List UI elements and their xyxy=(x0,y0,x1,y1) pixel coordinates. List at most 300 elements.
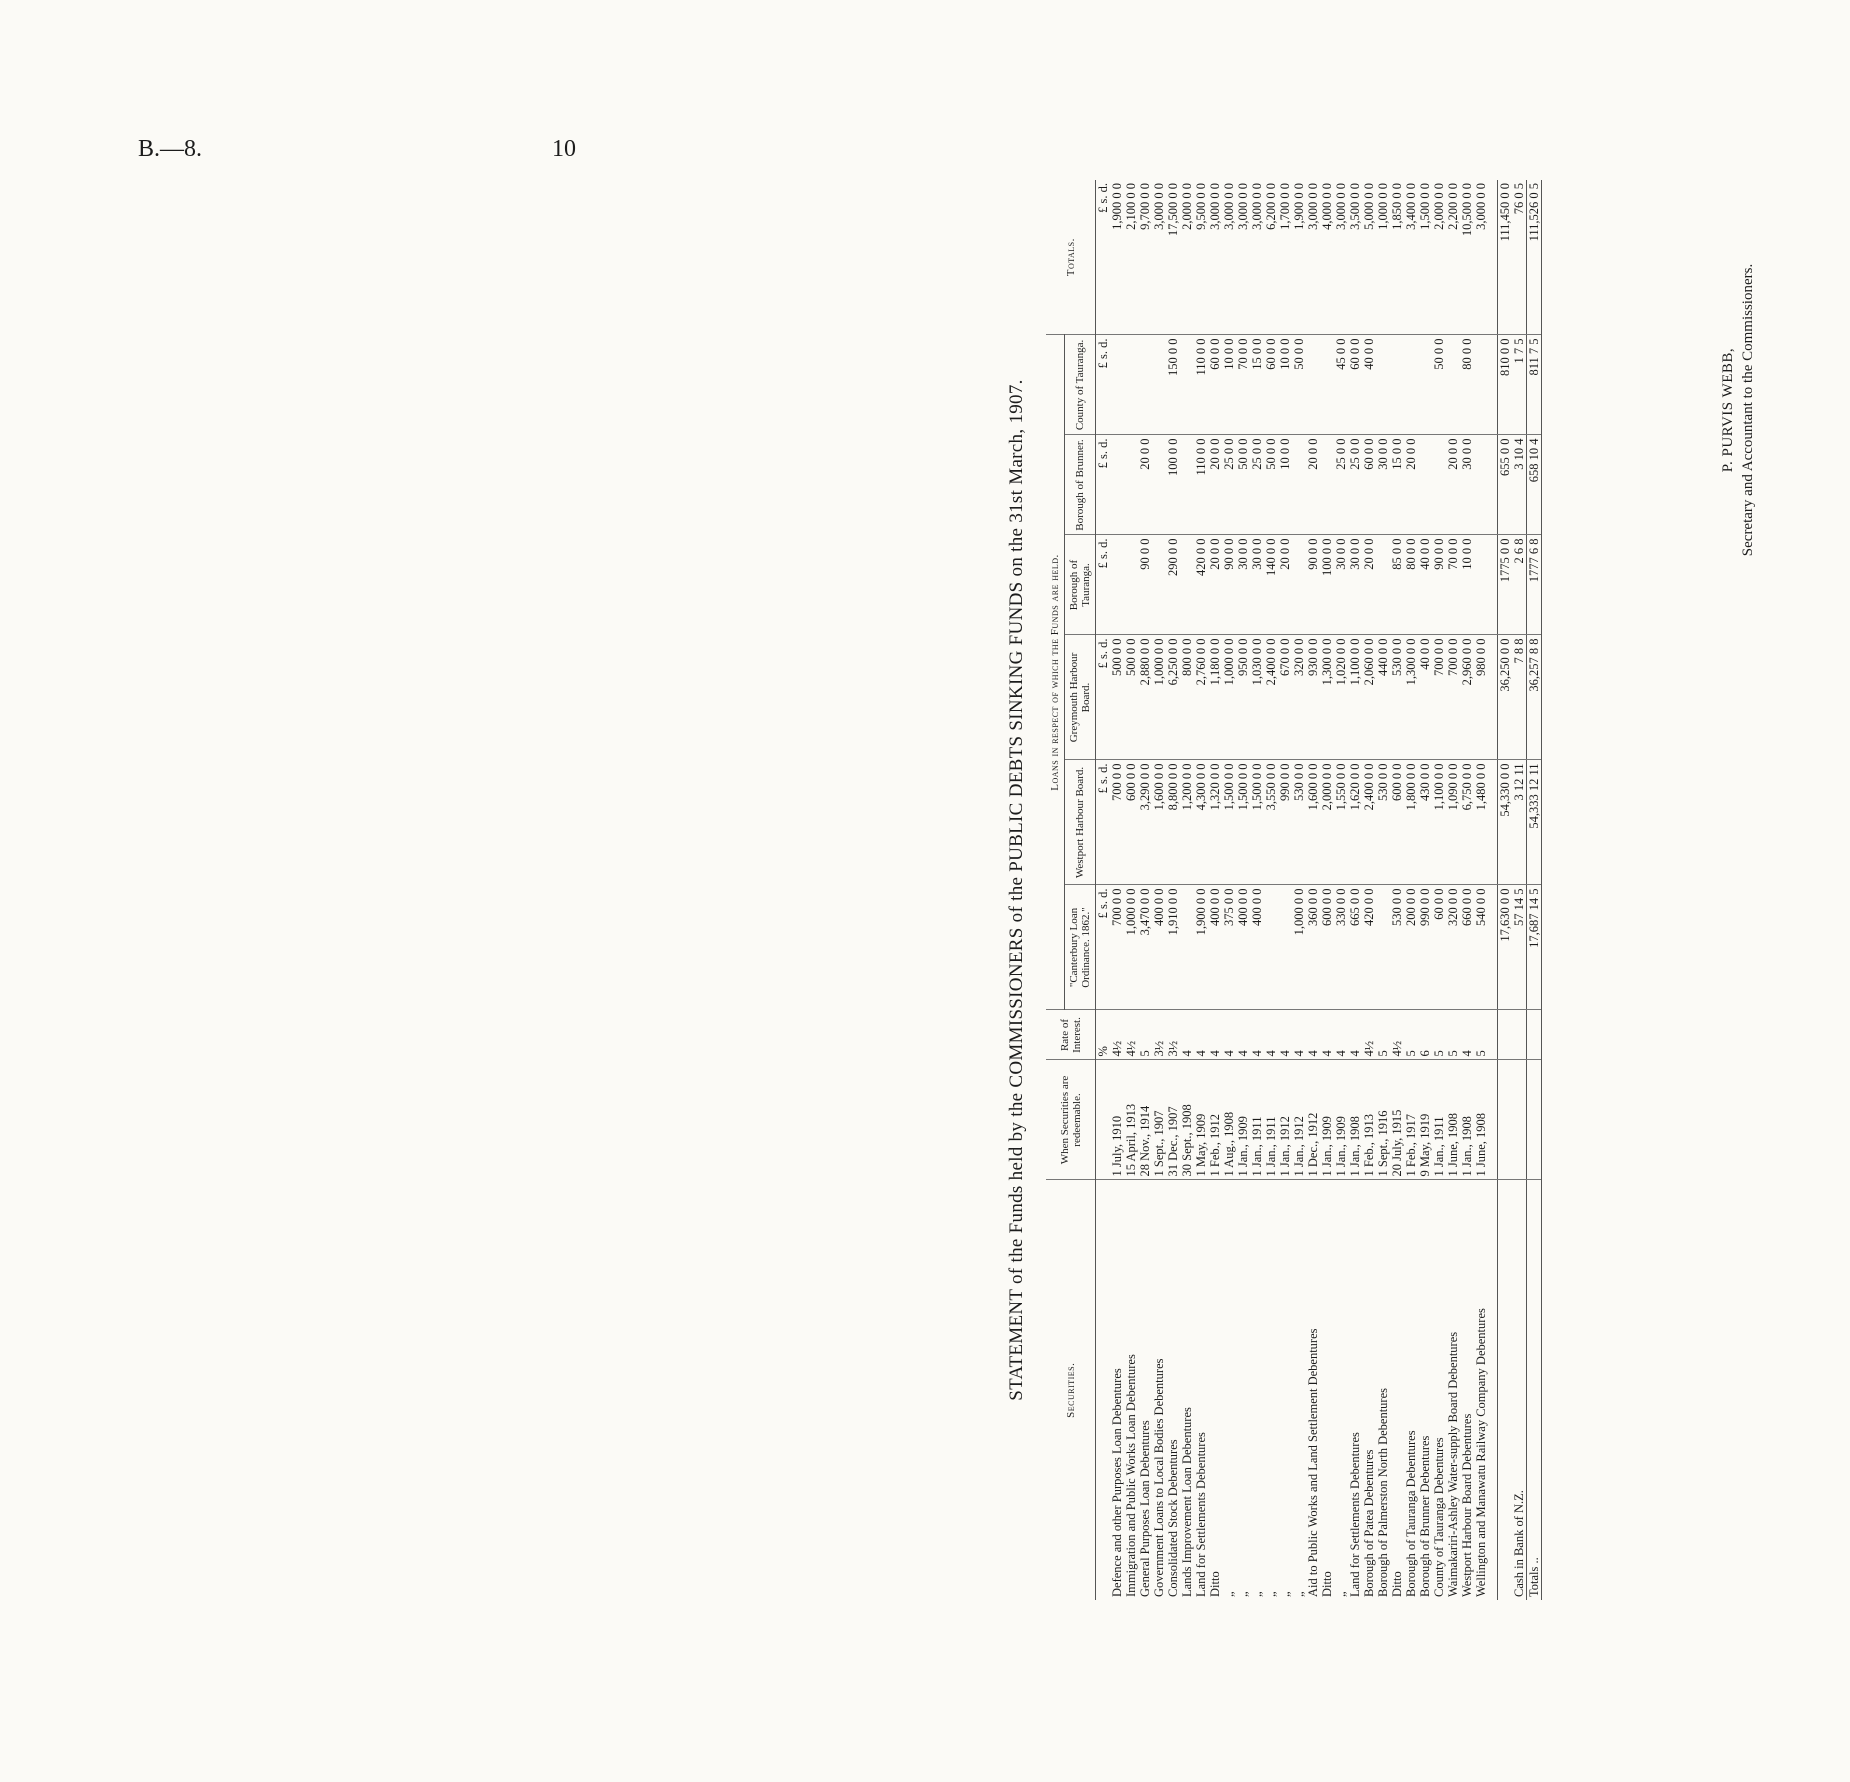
amount-cell: 3,000 0 0 xyxy=(1474,180,1488,335)
amount-cell: 80 0 0 xyxy=(1404,535,1418,635)
summary-amount: 36,257 8 8 xyxy=(1527,635,1542,760)
amount-cell: 1,910 0 0 xyxy=(1166,885,1180,1010)
redeemable-date: 1 Jan., 1909 xyxy=(1334,1060,1348,1180)
amount-cell: 50 0 0 xyxy=(1432,335,1446,435)
amount-cell: 3,550 0 0 xyxy=(1264,760,1278,885)
security-name: Westport Harbour Board Debentures xyxy=(1460,1413,1474,1597)
amount-cell: 90 0 0 xyxy=(1222,535,1236,635)
empty-cell xyxy=(1498,1010,1513,1060)
amount-cell: 10,500 0 0 xyxy=(1460,180,1474,335)
amount-cell: 420 0 0 xyxy=(1362,885,1376,1010)
amount-cell xyxy=(1180,535,1194,635)
interest-rate: 4 xyxy=(1264,1010,1278,1060)
redeemable-date: 28 Nov., 1914 xyxy=(1138,1060,1152,1180)
table-row xyxy=(1250,180,1264,1600)
summary-amount: 57 14 5 xyxy=(1512,885,1527,1010)
unit-label: £ s. d. xyxy=(1096,635,1111,760)
amount-cell: 25 0 0 xyxy=(1250,435,1264,535)
redeemable-date: 1 June, 1908 xyxy=(1474,1060,1488,1180)
interest-rate: 5 xyxy=(1138,1010,1152,1060)
security-name: Lands Improvement Loan Debentures xyxy=(1180,1407,1194,1597)
amount-cell: 25 0 0 xyxy=(1348,435,1362,535)
amount-cell: 1,100 0 0 xyxy=(1348,635,1362,760)
amount-cell: 600 0 0 xyxy=(1124,760,1138,885)
amount-cell: 290 0 0 xyxy=(1166,535,1180,635)
interest-rate: 4 xyxy=(1250,1010,1264,1060)
amount-cell: 30 0 0 xyxy=(1334,535,1348,635)
summary-amount: 1 7 5 xyxy=(1512,335,1527,435)
security-name: Defence and other Purposes Loan Debentures xyxy=(1110,1368,1124,1597)
redeemable-date: 31 Dec., 1907 xyxy=(1166,1060,1180,1180)
amount-cell: 400 0 0 xyxy=(1250,885,1264,1010)
amount-cell: 90 0 0 xyxy=(1306,535,1320,635)
amount-cell: 6,250 0 0 xyxy=(1166,635,1180,760)
amount-cell: 20 0 0 xyxy=(1362,535,1376,635)
amount-cell: 4,300 0 0 xyxy=(1194,760,1208,885)
table-row xyxy=(1404,180,1418,1600)
amount-cell xyxy=(1390,335,1404,435)
table-row xyxy=(1124,180,1138,1600)
amount-cell: 700 0 0 xyxy=(1110,885,1124,1010)
amount-cell: 1,100 0 0 xyxy=(1432,760,1446,885)
amount-cell xyxy=(1376,885,1390,1010)
summary-amount: 3 12 11 xyxy=(1512,760,1527,885)
amount-cell xyxy=(1404,335,1418,435)
amount-cell xyxy=(1432,435,1446,535)
unit-label: £ s. d. xyxy=(1096,760,1111,885)
amount-cell xyxy=(1418,435,1432,535)
redeemable-date: 1 Jan., 1908 xyxy=(1460,1060,1474,1180)
amount-cell: 20 0 0 xyxy=(1278,535,1292,635)
amount-cell xyxy=(1474,435,1488,535)
amount-cell xyxy=(1124,435,1138,535)
amount-cell xyxy=(1278,885,1292,1010)
security-name: Wellington and Manawatu Railway Company Debentures xyxy=(1474,1308,1488,1597)
redeemable-date: 1 Feb., 1917 xyxy=(1404,1060,1418,1180)
redeemable-date: 1 Sept., 1916 xyxy=(1376,1060,1390,1180)
amount-cell: 200 0 0 xyxy=(1404,885,1418,1010)
amount-cell: 3,000 0 0 xyxy=(1306,180,1320,335)
amount-cell: 420 0 0 xyxy=(1194,535,1208,635)
redeemable-date: 1 Jan., 1911 xyxy=(1264,1060,1278,1180)
col-totals: Totals. xyxy=(1046,180,1096,335)
table-row xyxy=(1390,180,1404,1600)
summary-amount: 811 7 5 xyxy=(1527,335,1542,435)
amount-cell: 40 0 0 xyxy=(1418,535,1432,635)
table-body xyxy=(1096,180,1542,1600)
redeemable-date: 1 June, 1908 xyxy=(1446,1060,1460,1180)
security-name: Ditto xyxy=(1320,1571,1334,1597)
amount-cell: 6,200 0 0 xyxy=(1264,180,1278,335)
amount-cell: 700 0 0 xyxy=(1432,635,1446,760)
table-row xyxy=(1208,180,1222,1600)
interest-rate: 6 xyxy=(1418,1010,1432,1060)
amount-cell xyxy=(1152,535,1166,635)
amount-cell: 665 0 0 xyxy=(1348,885,1362,1010)
amount-cell: 1,030 0 0 xyxy=(1250,635,1264,760)
amount-cell: 1,200 0 0 xyxy=(1180,760,1194,885)
amount-cell: 40 0 0 xyxy=(1362,335,1376,435)
interest-rate: 4 xyxy=(1208,1010,1222,1060)
redeemable-date: 1 Aug., 1908 xyxy=(1222,1060,1236,1180)
amount-cell xyxy=(1474,335,1488,435)
interest-rate: 4½ xyxy=(1124,1010,1138,1060)
amount-cell: 1,500 0 0 xyxy=(1236,760,1250,885)
amount-cell: 100 0 0 xyxy=(1320,535,1334,635)
security-name: Government Loans to Local Bodies Debentures xyxy=(1152,1358,1166,1597)
amount-cell: 1,900 0 0 xyxy=(1110,180,1124,335)
amount-cell: 3,000 0 0 xyxy=(1250,180,1264,335)
amount-cell: 430 0 0 xyxy=(1418,760,1432,885)
amount-cell: 3,000 0 0 xyxy=(1236,180,1250,335)
table-row xyxy=(1376,180,1390,1600)
amount-cell: 2,000 0 0 xyxy=(1320,760,1334,885)
col-loans-group: Loans in respect of which the Funds are held. xyxy=(1046,335,1065,1010)
amount-cell: 25 0 0 xyxy=(1222,435,1236,535)
security-name: Ditto xyxy=(1390,1571,1404,1597)
amount-cell: 1,800 0 0 xyxy=(1404,760,1418,885)
amount-cell: 2,000 0 0 xyxy=(1180,180,1194,335)
amount-cell: 1,600 0 0 xyxy=(1152,760,1166,885)
col-greymouth: Greymouth Harbour Board. xyxy=(1065,635,1096,760)
amount-cell xyxy=(1306,335,1320,435)
table-row xyxy=(1474,180,1488,1600)
security-name: Immigration and Public Works Loan Debentures xyxy=(1124,1354,1138,1597)
amount-cell: 60 0 0 xyxy=(1348,335,1362,435)
interest-rate: 4 xyxy=(1236,1010,1250,1060)
col-borough-tauranga: Borough of Tauranga. xyxy=(1065,535,1096,635)
amount-cell: 40 0 0 xyxy=(1418,635,1432,760)
interest-rate: 5 xyxy=(1376,1010,1390,1060)
amount-cell: 50 0 0 xyxy=(1292,335,1306,435)
interest-rate: 5 xyxy=(1474,1010,1488,1060)
amount-cell xyxy=(1180,885,1194,1010)
redeemable-date: 1 May, 1909 xyxy=(1194,1060,1208,1180)
redeemable-date: 1 Jan., 1911 xyxy=(1250,1060,1264,1180)
security-name: General Purposes Loan Debentures xyxy=(1138,1420,1152,1597)
amount-cell xyxy=(1264,885,1278,1010)
amount-cell xyxy=(1152,335,1166,435)
interest-rate: 4 xyxy=(1292,1010,1306,1060)
amount-cell xyxy=(1152,435,1166,535)
security-name: „ xyxy=(1334,1591,1348,1597)
amount-cell: 70 0 0 xyxy=(1446,535,1460,635)
cash-row xyxy=(1512,180,1527,1600)
amount-cell: 60 0 0 xyxy=(1264,335,1278,435)
amount-cell xyxy=(1320,335,1334,435)
redeemable-date: 1 Jan., 1912 xyxy=(1278,1060,1292,1180)
unit-label: £ s. d. xyxy=(1096,180,1111,335)
redeemable-date: 9 May, 1919 xyxy=(1418,1060,1432,1180)
col-when: When Securities are redeemable. xyxy=(1046,1060,1096,1180)
table-row xyxy=(1264,180,1278,1600)
amount-cell: 3,500 0 0 xyxy=(1348,180,1362,335)
summary-amount: 17,687 14 5 xyxy=(1527,885,1542,1010)
amount-cell: 400 0 0 xyxy=(1152,885,1166,1010)
amount-cell: 700 0 0 xyxy=(1110,760,1124,885)
summary-amount: 111,526 0 5 xyxy=(1527,180,1542,335)
amount-cell: 1,000 0 0 xyxy=(1292,885,1306,1010)
amount-cell: 360 0 0 xyxy=(1306,885,1320,1010)
col-canterbury: "Canterbury Loan Ordinance. 1862." xyxy=(1065,885,1096,1010)
table-row xyxy=(1222,180,1236,1600)
security-name: Land for Settlements Debentures xyxy=(1348,1432,1362,1597)
security-name: „ xyxy=(1222,1591,1236,1597)
amount-cell: 20 0 0 xyxy=(1208,535,1222,635)
empty-cell xyxy=(1527,1060,1542,1180)
amount-cell: 1,000 0 0 xyxy=(1152,635,1166,760)
interest-rate: 4 xyxy=(1180,1010,1194,1060)
amount-cell: 5,000 0 0 xyxy=(1362,180,1376,335)
col-rate: Rate of Interest. xyxy=(1046,1010,1096,1060)
summary-amount: 7 8 8 xyxy=(1512,635,1527,760)
amount-cell: 30 0 0 xyxy=(1250,535,1264,635)
amount-cell xyxy=(1138,335,1152,435)
amount-cell: 3,290 0 0 xyxy=(1138,760,1152,885)
amount-cell: 530 0 0 xyxy=(1376,760,1390,885)
table-row xyxy=(1306,180,1320,1600)
summary-amount: 17,630 0 0 xyxy=(1498,885,1513,1010)
amount-cell: 530 0 0 xyxy=(1390,885,1404,1010)
security-name: „ xyxy=(1264,1591,1278,1597)
amount-cell: 60 0 0 xyxy=(1208,335,1222,435)
amount-cell: 980 0 0 xyxy=(1474,635,1488,760)
amount-cell xyxy=(1474,535,1488,635)
table-row xyxy=(1432,180,1446,1600)
redeemable-date: 1 Feb., 1912 xyxy=(1208,1060,1222,1180)
redeemable-date: 1 Jan., 1909 xyxy=(1236,1060,1250,1180)
amount-cell: 20 0 0 xyxy=(1208,435,1222,535)
table-row xyxy=(1446,180,1460,1600)
col-securities: Securities. xyxy=(1046,1180,1096,1600)
amount-cell: 1,000 0 0 xyxy=(1376,180,1390,335)
amount-cell: 400 0 0 xyxy=(1208,885,1222,1010)
amount-cell: 500 0 0 xyxy=(1110,635,1124,760)
amount-cell: 15 0 0 xyxy=(1250,335,1264,435)
security-name: „ xyxy=(1250,1591,1264,1597)
signer-role: Secretary and Accountant to the Commissioners. xyxy=(1740,263,1756,557)
summary-amount: 2 6 8 xyxy=(1512,535,1527,635)
empty-cell xyxy=(1512,1060,1527,1180)
amount-cell: 2,100 0 0 xyxy=(1124,180,1138,335)
summary-amount: 36,250 0 0 xyxy=(1498,635,1513,760)
amount-cell: 3,400 0 0 xyxy=(1404,180,1418,335)
amount-cell: 540 0 0 xyxy=(1474,885,1488,1010)
amount-cell xyxy=(1180,435,1194,535)
amount-cell: 530 0 0 xyxy=(1390,635,1404,760)
amount-cell: 930 0 0 xyxy=(1306,635,1320,760)
amount-cell: 1,500 0 0 xyxy=(1250,760,1264,885)
amount-cell: 150 0 0 xyxy=(1166,335,1180,435)
amount-cell xyxy=(1446,335,1460,435)
amount-cell: 3,470 0 0 xyxy=(1138,885,1152,1010)
amount-cell: 2,000 0 0 xyxy=(1432,180,1446,335)
amount-cell: 1,090 0 0 xyxy=(1446,760,1460,885)
empty-cell xyxy=(1498,1060,1513,1180)
redeemable-date: 1 Feb., 1913 xyxy=(1362,1060,1376,1180)
summary-amount: 1777 6 8 xyxy=(1527,535,1542,635)
col-westport: Westport Harbour Board. xyxy=(1065,760,1096,885)
spacer-row xyxy=(1488,180,1498,1600)
summary-amount: 54,330 0 0 xyxy=(1498,760,1513,885)
interest-rate: 5 xyxy=(1446,1010,1460,1060)
security-name: Aid to Public Works and Land Settlement Debentures xyxy=(1306,1328,1320,1597)
amount-cell: 3,000 0 0 xyxy=(1152,180,1166,335)
security-name: Borough of Palmerston North Debentures xyxy=(1376,1388,1390,1597)
amount-cell: 2,200 0 0 xyxy=(1446,180,1460,335)
amount-cell: 90 0 0 xyxy=(1432,535,1446,635)
summary-amount: 1775 0 0 xyxy=(1498,535,1513,635)
amount-cell: 30 0 0 xyxy=(1376,435,1390,535)
col-county-tauranga: County of Tauranga. xyxy=(1065,335,1096,435)
funds-table xyxy=(1046,180,1542,1600)
amount-cell: 17,500 0 0 xyxy=(1166,180,1180,335)
amount-cell: 1,000 0 0 xyxy=(1124,885,1138,1010)
amount-cell: 9,700 0 0 xyxy=(1138,180,1152,335)
amount-cell: 3,000 0 0 xyxy=(1334,180,1348,335)
unit-label: £ s. d. xyxy=(1096,435,1111,535)
amount-cell: 10 0 0 xyxy=(1278,435,1292,535)
table-row xyxy=(1292,180,1306,1600)
amount-cell: 30 0 0 xyxy=(1348,535,1362,635)
interest-rate: 5 xyxy=(1404,1010,1418,1060)
security-name: Ditto xyxy=(1208,1571,1222,1597)
amount-cell xyxy=(1320,435,1334,535)
subtotal-row xyxy=(1498,180,1513,1600)
amount-cell: 1,700 0 0 xyxy=(1278,180,1292,335)
amount-cell: 2,880 0 0 xyxy=(1138,635,1152,760)
table-row xyxy=(1180,180,1194,1600)
amount-cell: 660 0 0 xyxy=(1460,885,1474,1010)
interest-rate: 4 xyxy=(1278,1010,1292,1060)
redeemable-date: 1 Jan., 1912 xyxy=(1292,1060,1306,1180)
interest-rate: 4 xyxy=(1460,1010,1474,1060)
security-name: „ xyxy=(1236,1591,1250,1597)
amount-cell xyxy=(1110,535,1124,635)
interest-rate: 4 xyxy=(1306,1010,1320,1060)
amount-cell: 45 0 0 xyxy=(1334,335,1348,435)
security-name: Waimakariri-Ashley Water-supply Board Debentures xyxy=(1446,1331,1460,1597)
table-row xyxy=(1418,180,1432,1600)
table-row xyxy=(1334,180,1348,1600)
amount-cell: 990 0 0 xyxy=(1278,760,1292,885)
amount-cell: 8,800 0 0 xyxy=(1166,760,1180,885)
amount-cell: 20 0 0 xyxy=(1306,435,1320,535)
amount-cell: 600 0 0 xyxy=(1390,760,1404,885)
amount-cell: 1,020 0 0 xyxy=(1334,635,1348,760)
empty-cell xyxy=(1527,1010,1542,1060)
amount-cell: 90 0 0 xyxy=(1138,535,1152,635)
amount-cell: 50 0 0 xyxy=(1236,435,1250,535)
amount-cell: 1,320 0 0 xyxy=(1208,760,1222,885)
amount-cell xyxy=(1292,535,1306,635)
amount-cell: 2,060 0 0 xyxy=(1362,635,1376,760)
redeemable-date: 1 Jan., 1911 xyxy=(1432,1060,1446,1180)
amount-cell: 530 0 0 xyxy=(1292,760,1306,885)
interest-rate: 3½ xyxy=(1152,1010,1166,1060)
amount-cell: 375 0 0 xyxy=(1222,885,1236,1010)
amount-cell: 1,850 0 0 xyxy=(1390,180,1404,335)
interest-rate: 4 xyxy=(1222,1010,1236,1060)
amount-cell: 20 0 0 xyxy=(1138,435,1152,535)
amount-cell: 80 0 0 xyxy=(1460,335,1474,435)
amount-cell: 30 0 0 xyxy=(1236,535,1250,635)
units-row xyxy=(1096,180,1111,1600)
redeemable-date: 20 July, 1915 xyxy=(1390,1060,1404,1180)
amount-cell: 70 0 0 xyxy=(1236,335,1250,435)
col-borough-brunner: Borough of Brunner. xyxy=(1065,435,1096,535)
amount-cell xyxy=(1180,335,1194,435)
amount-cell: 1,300 0 0 xyxy=(1320,635,1334,760)
amount-cell: 10 0 0 xyxy=(1222,335,1236,435)
amount-cell: 1,550 0 0 xyxy=(1334,760,1348,885)
summary-label xyxy=(1498,1180,1513,1600)
amount-cell: 60 0 0 xyxy=(1432,885,1446,1010)
amount-cell: 1,900 0 0 xyxy=(1292,180,1306,335)
amount-cell: 15 0 0 xyxy=(1390,435,1404,535)
amount-cell: 10 0 0 xyxy=(1278,335,1292,435)
unit-label: £ s. d. xyxy=(1096,885,1111,1010)
amount-cell: 110 0 0 xyxy=(1194,435,1208,535)
amount-cell: 3,000 0 0 xyxy=(1222,180,1236,335)
amount-cell: 25 0 0 xyxy=(1334,435,1348,535)
security-name: Borough of Tauranga Debentures xyxy=(1404,1430,1418,1597)
redeemable-date: 1 Jan., 1909 xyxy=(1320,1060,1334,1180)
redeemable-date: 15 April, 1913 xyxy=(1124,1060,1138,1180)
amount-cell: 1,900 0 0 xyxy=(1194,885,1208,1010)
amount-cell: 60 0 0 xyxy=(1362,435,1376,535)
security-name: Consolidated Stock Debentures xyxy=(1166,1439,1180,1597)
amount-cell: 1,000 0 0 xyxy=(1222,635,1236,760)
table-row xyxy=(1348,180,1362,1600)
amount-cell: 2,400 0 0 xyxy=(1362,760,1376,885)
security-name: Land for Settlements Debentures xyxy=(1194,1432,1208,1597)
amount-cell: 800 0 0 xyxy=(1180,635,1194,760)
totals-row xyxy=(1527,180,1542,1600)
amount-cell: 1,180 0 0 xyxy=(1208,635,1222,760)
interest-rate: 3½ xyxy=(1166,1010,1180,1060)
amount-cell: 1,500 0 0 xyxy=(1222,760,1236,885)
amount-cell: 330 0 0 xyxy=(1334,885,1348,1010)
amount-cell: 670 0 0 xyxy=(1278,635,1292,760)
amount-cell: 3,000 0 0 xyxy=(1208,180,1222,335)
empty-cell xyxy=(1512,1010,1527,1060)
amount-cell: 85 0 0 xyxy=(1390,535,1404,635)
amount-cell: 990 0 0 xyxy=(1418,885,1432,1010)
interest-rate: 4 xyxy=(1194,1010,1208,1060)
amount-cell xyxy=(1110,435,1124,535)
table-row xyxy=(1236,180,1250,1600)
summary-amount: 655 0 0 xyxy=(1498,435,1513,535)
amount-cell: 20 0 0 xyxy=(1404,435,1418,535)
amount-cell xyxy=(1376,335,1390,435)
interest-rate: 5 xyxy=(1432,1010,1446,1060)
amount-cell xyxy=(1418,335,1432,435)
table-row xyxy=(1152,180,1166,1600)
table-row xyxy=(1194,180,1208,1600)
amount-cell: 400 0 0 xyxy=(1236,885,1250,1010)
redeemable-date: 1 Dec., 1912 xyxy=(1306,1060,1320,1180)
security-name: „ xyxy=(1292,1591,1306,1597)
amount-cell: 4,000 0 0 xyxy=(1320,180,1334,335)
amount-cell: 700 0 0 xyxy=(1446,635,1460,760)
interest-rate: 4 xyxy=(1334,1010,1348,1060)
interest-rate: 4½ xyxy=(1390,1010,1404,1060)
statement-title: STATEMENT of the Funds held by the COMMISSIONERS of the PUBLIC DEBTS SINKING FUNDS on the 31st March, 1907. xyxy=(1006,379,1027,1401)
amount-cell: 500 0 0 xyxy=(1124,635,1138,760)
page-header-ref: B.—8. xyxy=(138,136,203,162)
amount-cell: 1,480 0 0 xyxy=(1474,760,1488,885)
